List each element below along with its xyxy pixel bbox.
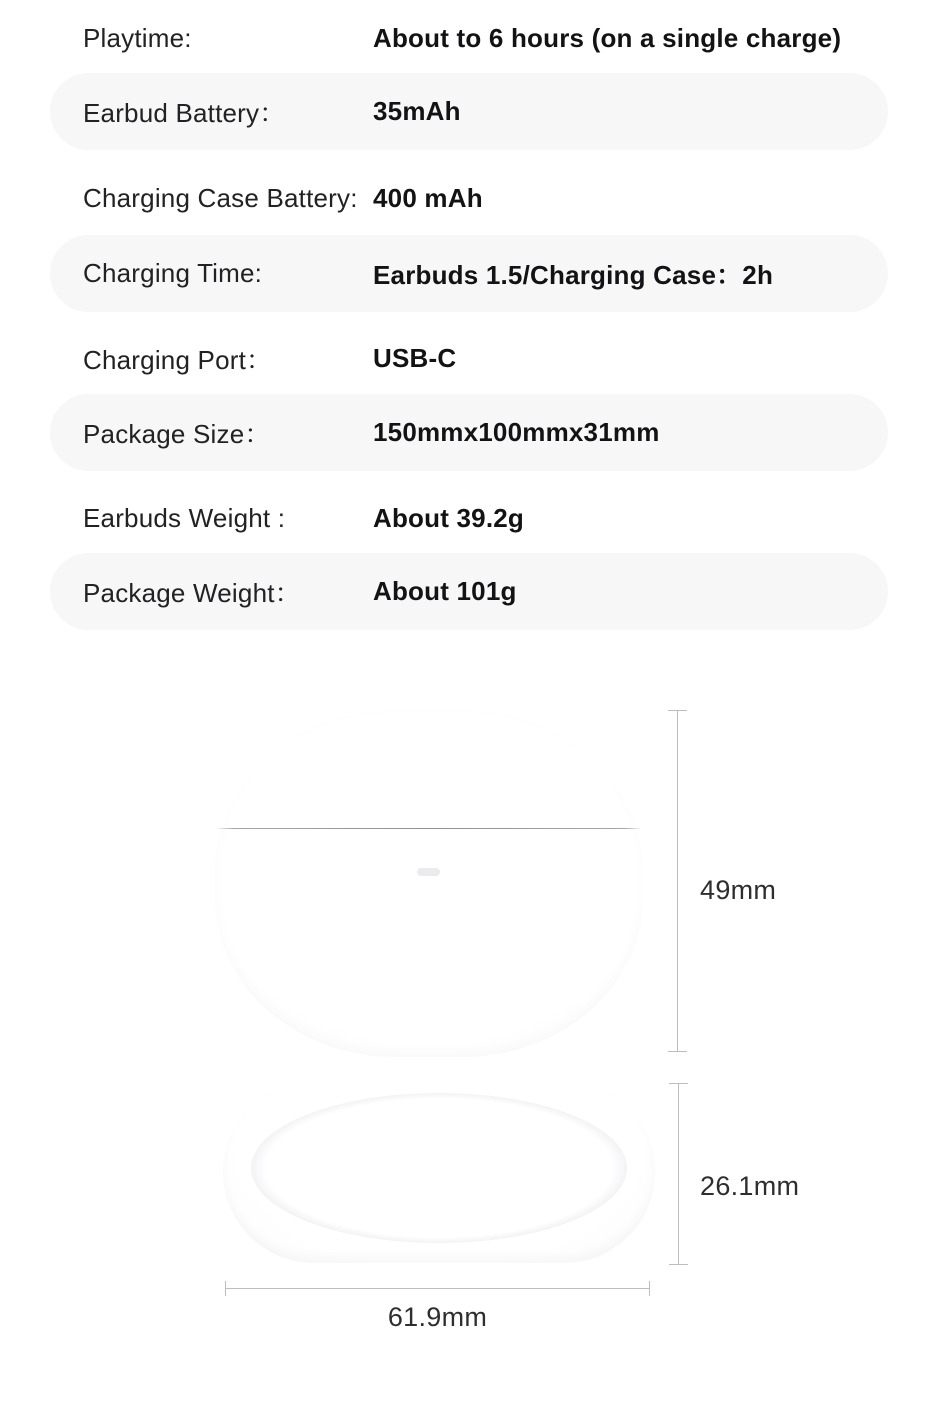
spec-row-playtime (50, 0, 888, 77)
dimension-label-case-width: 61.9mm (387, 1302, 488, 1332)
dimension-line-case-height (677, 710, 678, 1052)
dimension-label-case-height: 49mm (700, 875, 777, 905)
spec-label-package-size: Package Size： (83, 419, 271, 449)
case-center-mark (417, 868, 440, 876)
spec-row-case-battery (50, 160, 888, 237)
spec-value-charging-time: Earbuds 1.5/Charging Case：2h (373, 260, 774, 290)
spec-value-charging-port: USB-C (373, 343, 457, 373)
spec-value-package-size: 150mmx100mmx31mm (373, 417, 660, 447)
spec-row-package-size (50, 394, 888, 471)
spec-row-earbud-battery (50, 73, 888, 150)
spec-value-earbuds-weight: About 39.2g (373, 503, 524, 533)
spec-value-earbud-battery: 35mAh (373, 96, 461, 126)
dimension-line-case-thickness (678, 1083, 679, 1265)
spec-label-charging-port: Charging Port： (83, 345, 273, 375)
spec-value-case-battery: 400 mAh (373, 183, 483, 213)
spec-row-earbuds-weight (50, 480, 888, 557)
charging-case-side-view (223, 1081, 655, 1263)
spec-label-playtime: Playtime: (83, 23, 192, 53)
spec-row-package-weight (50, 553, 888, 630)
spec-label-earbud-battery: Earbud Battery： (83, 98, 286, 128)
spec-row-charging-time (50, 235, 888, 312)
spec-label-case-battery: Charging Case Battery: (83, 183, 358, 213)
case-side-highlight (251, 1093, 627, 1243)
spec-label-charging-time: Charging Time: (83, 258, 263, 288)
charging-case-top-view (215, 711, 643, 1057)
case-lid-seam (216, 828, 642, 829)
dimension-label-case-thickness: 26.1mm (700, 1171, 800, 1201)
spec-value-playtime: About to 6 hours (on a single charge) (373, 23, 842, 53)
spec-label-package-weight: Package Weight： (83, 578, 301, 608)
spec-value-package-weight: About 101g (373, 576, 517, 606)
spec-row-charging-port (50, 320, 888, 397)
spec-label-earbuds-weight: Earbuds Weight : (83, 503, 286, 533)
dimension-line-case-width (225, 1288, 650, 1289)
